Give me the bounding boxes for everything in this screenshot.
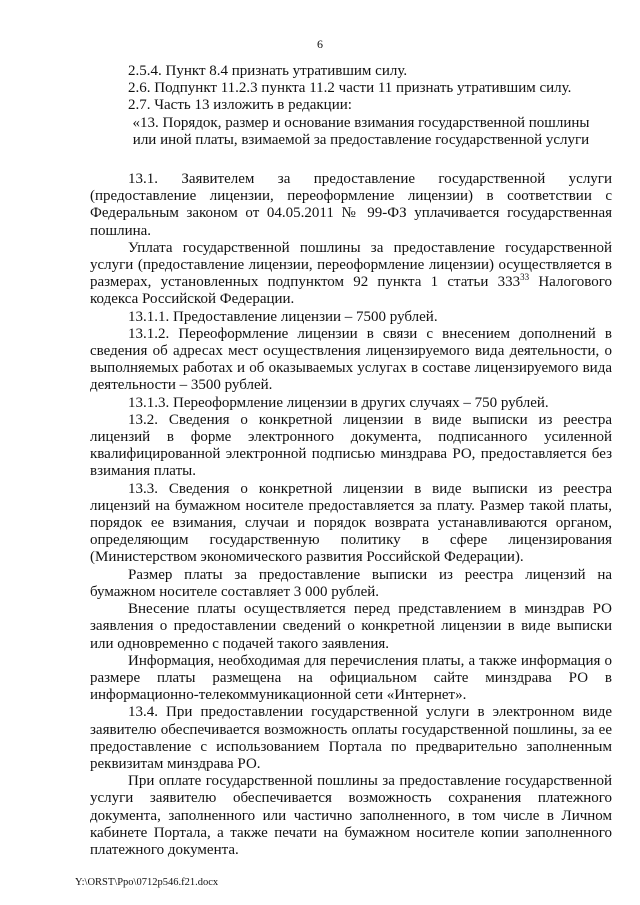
paragraph-fee: Размер платы за предоставление выписки из реестра лицензий на бумажном носителе составляет 3 000 рублей. — [90, 566, 612, 600]
paragraph-13-1-2: 13.1.2. Переоформление лицензии в связи с внесением дополнений в сведения об адресах мест осуществления лицензируемого вида деятельности, о выполняемых работах и об оказываемых услугах в составе лицензируемого вида деятельности – 3500 рублей. — [90, 325, 612, 394]
section-13-heading — [90, 115, 612, 149]
paragraph-13-1: 13.1. Заявителем за предоставление государственной услуги (предоставление лицензии, переоформление лицензии) в соответствии с Федеральным законом от 04.05.2011 № 99-ФЗ уплачивается государственная пошлина. — [90, 171, 612, 239]
item-2-6: 2.6. Подпункт 11.2.3 пункта 11.2 части 11 признать утратившим силу. — [128, 80, 572, 97]
paragraph-13-4: 13.4. При предоставлении государственной услуги в электронном виде заявителю обеспечивается возможность оплаты государственной пошлины, за ее предоставление с использованием Портала по предварительно заполненным реквизитам минздрава РО. — [90, 704, 612, 772]
paragraph-13-3: 13.3. Сведения о конкретной лицензии в виде выписки из реестра лицензий на бумажном носителе предоставляется за плату. Размер такой платы, порядок ее взимания, случаи и порядок возврата устанавливаются органом, определяющим государственную политику в сфере лицензирования (Министерством экономического развития Российской Федерации). — [90, 480, 612, 566]
heading-line-1: «13. Порядок, размер и основание взимания государственной пошлины — [132, 114, 590, 131]
heading-line-2: или иной платы, взимаемой за предоставление государственной услуги — [132, 131, 590, 148]
paragraph-13-2: 13.2. Сведения о конкретной лицензии в виде выписки из реестра лицензий в форме электронного документа, подписанного усиленной квалифицированной электронной подписью минздрава РО, предоставляется без взимания платы. — [90, 411, 612, 480]
payment-text-end: Налогового кодекса Российской Федерации. — [90, 274, 612, 308]
paragraph-13-1-1: 13.1.1. Предоставление лицензии – 7500 рублей. — [128, 308, 438, 325]
paragraph-deposit: Внесение платы осуществляется перед представлением в минздрав РО заявления о предоставлении сведений о конкретной лицензии в виде выписки или одновременно с подачей такого заявления. — [90, 601, 612, 652]
item-2-7: 2.7. Часть 13 изложить в редакции: — [128, 97, 352, 114]
payment-superscript: 33 — [520, 272, 530, 283]
page-number: 6 — [317, 37, 323, 51]
paragraph-info: Информация, необходимая для перечисления платы, а также информация о размере платы размещена на официальном сайте минздрава РО в информационно-телекоммуникационной сети «Интернет». — [90, 652, 612, 704]
item-2-5-4: 2.5.4. Пункт 8.4 признать утратившим силу. — [128, 63, 408, 79]
paragraph-payment — [90, 240, 612, 309]
file-path-footer: Y:\ORST\Ppo\0712p546.f21.docx — [75, 877, 219, 888]
spacer — [90, 149, 612, 171]
paragraph-13-1-3: 13.1.3. Переоформление лицензии в других случаях – 750 рублей. — [128, 394, 549, 411]
paragraph-receipt: При оплате государственной пошлины за предоставление государственной услуги заявителю обеспечивается возможность сохранения платежного документа, заполненного или частично заполненного, в том числе в Личном кабинете Портала, а также печати на бумажном носителе копии заполненного платежного документа. — [90, 773, 612, 858]
document-body — [90, 63, 612, 859]
payment-text: Уплата государственной пошлины за предоставление государственной услуги (предоставление лицензии, переоформление лицензии) осуществляется в размерах, установленных подпунктом 92 пункта 1 статьи 333 — [90, 239, 612, 291]
